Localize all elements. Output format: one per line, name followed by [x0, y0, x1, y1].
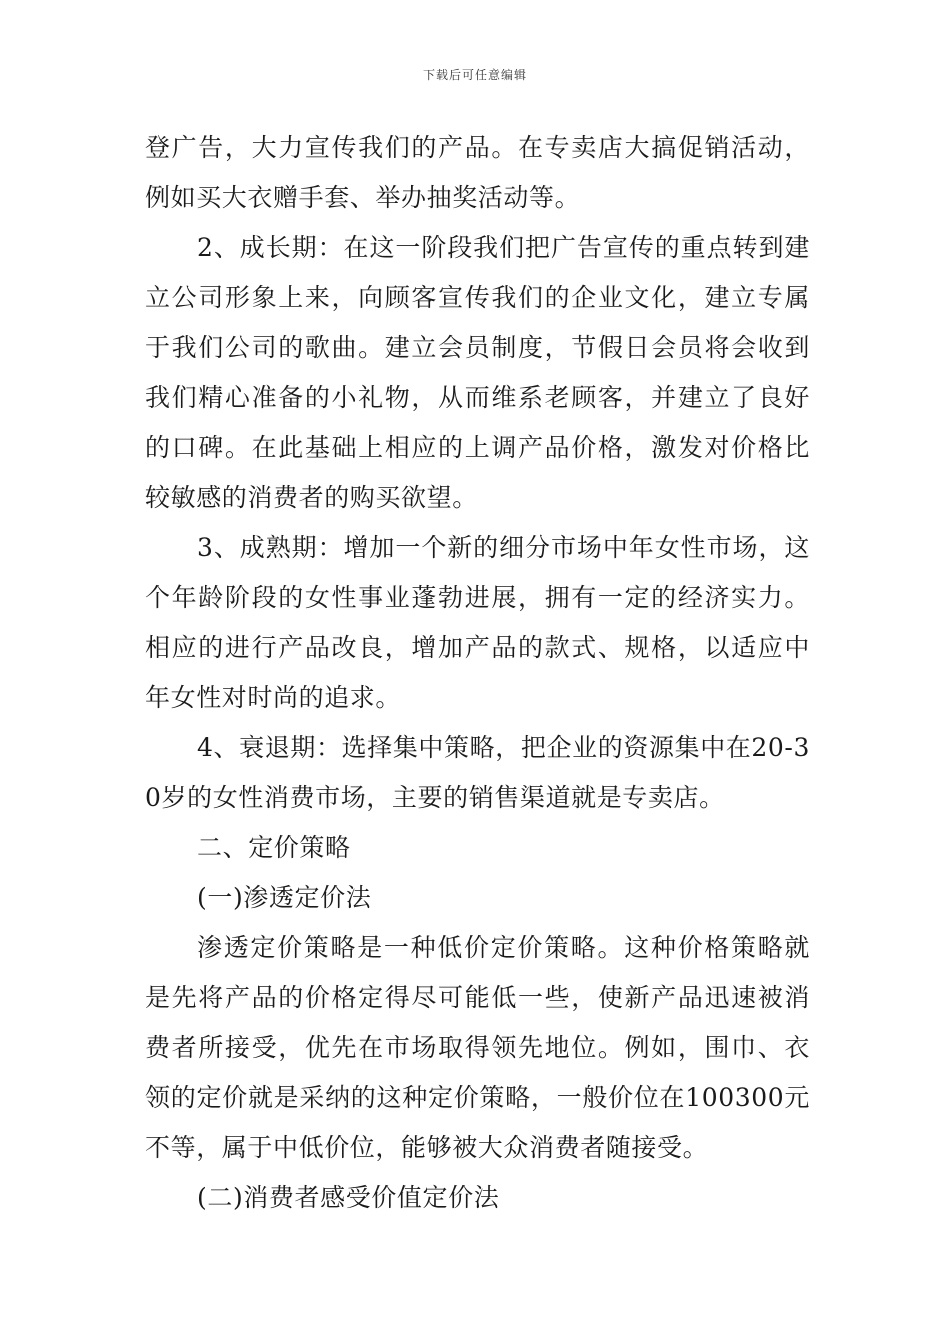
paragraph-promotion-continued: 登广告，大力宣传我们的产品。在专卖店大搞促销活动，例如买大衣赠手套、举办抽奖活动等。	[145, 133, 810, 212]
paragraph-growth-stage: 2、成长期：在这一阶段我们把广告宣传的重点转到建立公司形象上来，向顾客宣传我们的企业文化，建立专属于我们公司的歌曲。建立会员制度，节假日会员将会收到我们精心准备的小礼物，从而维系老顾客，并建立了良好的口碑。在此基础上相应的上调产品价格，激发对价格比较敏感的消费者的购买欲望。	[145, 233, 810, 512]
paragraph-penetration-pricing: 渗透定价策略是一种低价定价策略。这种价格策略就是先将产品的价格定得尽可能低一些，使新产品迅速被消费者所接受，优先在市场取得领先地位。例如，围巾、衣领的定价就是采纳的这种定价策略，一般价位在100300元不等，属于中低价位，能够被大众消费者随接受。	[145, 933, 810, 1162]
document-body	[145, 123, 810, 1223]
subsection-heading-perceived-value-pricing: (二)消费者感受价值定价法	[197, 1183, 500, 1212]
page-header: 下载后可任意编辑	[422, 68, 527, 82]
paragraph-decline-stage: 4、衰退期：选择集中策略，把企业的资源集中在20-30岁的女性消费市场，主要的销售渠道就是专卖店。	[145, 733, 810, 812]
section-heading-pricing-strategy: 二、定价策略	[197, 833, 351, 862]
subsection-heading-penetration-pricing: (一)渗透定价法	[197, 883, 372, 912]
paragraph-maturity-stage: 3、成熟期：增加一个新的细分市场中年女性市场，这个年龄阶段的女性事业蓬勃进展，拥有一定的经济实力。相应的进行产品改良，增加产品的款式、规格，以适应中年女性对时尚的追求。	[145, 533, 810, 712]
